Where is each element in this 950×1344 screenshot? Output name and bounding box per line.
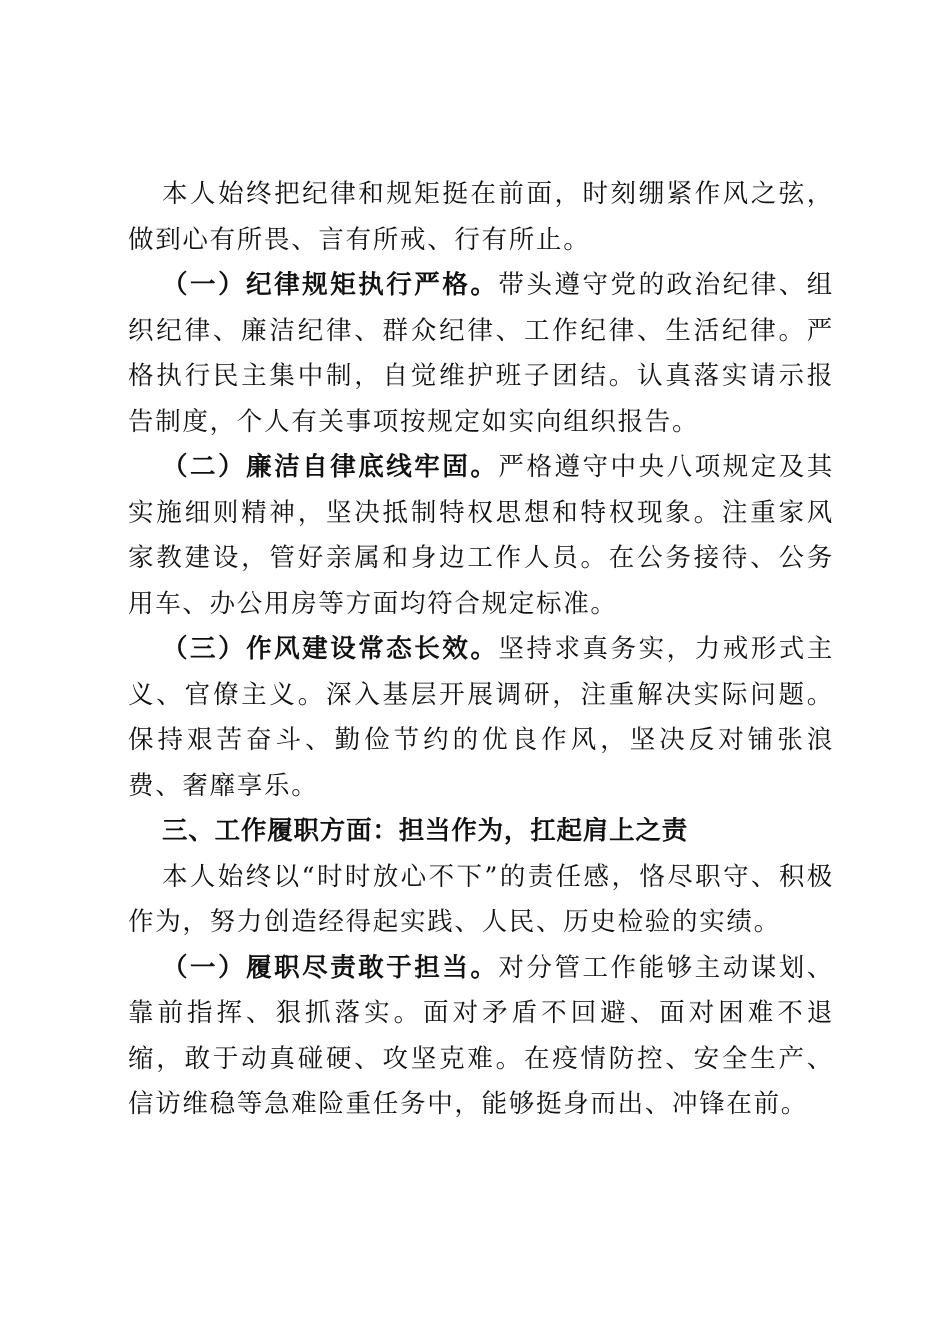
document-page: [128, 172, 834, 1128]
paragraph-work-style: [128, 627, 834, 809]
paragraph-duty-intro: [128, 855, 834, 946]
paragraph-text: 本人始终以“时时放心不下”的责任感，恪尽职守、积极作为，努力创造经得起实践、人民、历史检验的实绩。: [128, 861, 834, 937]
subsection-title: （一）纪律规矩执行严格。: [162, 270, 499, 300]
section-heading: 三、工作履职方面：担当作为，扛起肩上之责: [162, 816, 689, 846]
paragraph-duty-responsibility: [128, 946, 834, 1128]
subsection-title: （一）履职尽责敢于担当。: [162, 952, 499, 983]
subsection-title: （三）作风建设常态长效。: [162, 634, 499, 664]
paragraph-integrity: [128, 445, 834, 627]
paragraph-text: 坚持求真务实，力戒形式主义、官僚主义。深入基层开展调研，注重解决实际问题。保持艰苦奋斗、勤俭节约的优良作风，坚决反对铺张浪费、奢靡享乐。: [128, 634, 834, 801]
paragraph-text: 对分管工作能够主动谋划、靠前指挥、狠抓落实。面对矛盾不回避、面对困难不退缩，敢于动真碰硬、攻坚克难。在疫情防控、安全生产、信访维稳等急难险重任务中，能够挺身而出、冲锋在前。: [128, 952, 834, 1119]
paragraph-text: 严格遵守中央八项规定及其实施细则精神，坚决抵制特权思想和特权现象。注重家风家教建设，管好亲属和身边工作人员。在公务接待、公务用车、办公用房等方面均符合规定标准。: [128, 452, 834, 619]
paragraph-discipline-intro: [128, 172, 834, 263]
paragraph-discipline-rules: [128, 263, 834, 445]
paragraph-text: 带头遵守党的政治纪律、组织纪律、廉洁纪律、群众纪律、工作纪律、生活纪律。严格执行民主集中制，自觉维护班子团结。认真落实请示报告制度，个人有关事项按规定如实向组织报告。: [128, 270, 834, 437]
paragraph-text: 本人始终把纪律和规矩挺在前面，时刻绷紧作风之弦，做到心有所畏、言有所戒、行有所止。: [128, 179, 834, 255]
subsection-title: （二）廉洁自律底线牢固。: [162, 452, 499, 482]
